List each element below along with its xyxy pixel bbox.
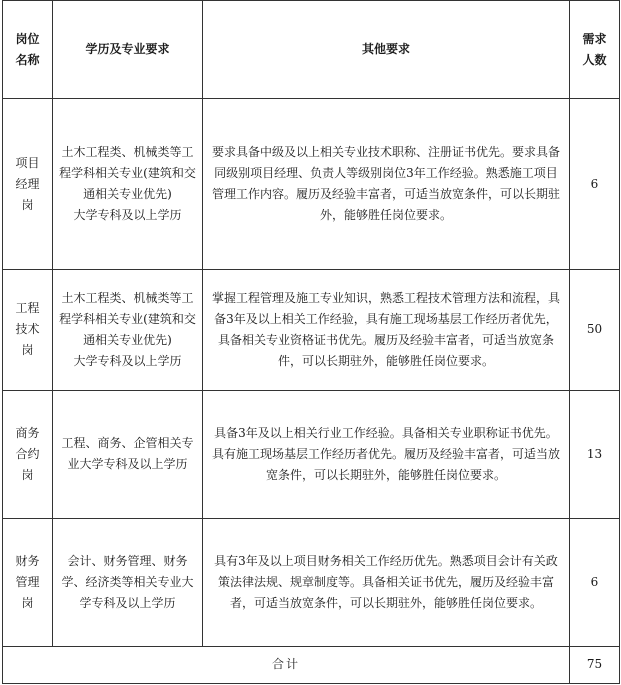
row-education: 会计、财务管理、财务学、经济类等相关专业大学专科及以上学历: [53, 519, 203, 647]
header-other: 其他要求: [203, 1, 570, 99]
total-count: 75: [570, 646, 620, 683]
total-row: [3, 646, 620, 683]
header-count: 需求人数: [570, 1, 620, 99]
table-row: [3, 519, 620, 647]
row-education: 土木工程类、机械类等工程学科相关专业(建筑和交通相关专业优先) 大学专科及以上学历: [53, 99, 203, 270]
row-education: 工程、商务、企管相关专业大学专科及以上学历: [53, 390, 203, 519]
header-row: [3, 1, 620, 99]
row-position: 商务合约岗: [3, 390, 53, 519]
row-count: 6: [570, 519, 620, 647]
row-count: 6: [570, 99, 620, 270]
row-position: 工程技术岗: [3, 270, 53, 391]
row-other: 具备3年及以上相关行业工作经验。具备相关专业职称证书优先。具有施工现场基层工作经历者优先。履历及经验丰富者，可适当放宽条件，可以长期驻外，能够胜任岗位要求。: [203, 390, 570, 519]
row-other: 要求具备中级及以上相关专业技术职称、注册证书优先。要求具备同级别项目经理、负责人等级别岗位3年工作经验。熟悉施工项目管理工作内容。履历及经验丰富者，可适当放宽条件，可以长期驻外，能够胜任岗位要求。: [203, 99, 570, 270]
total-label: 合计: [3, 646, 570, 683]
row-education: 土木工程类、机械类等工程学科相关专业(建筑和交通相关专业优先) 大学专科及以上学历: [53, 270, 203, 391]
row-other: 具有3年及以上项目财务相关工作经历优先。熟悉项目会计有关政策法律法规、规章制度等。具备相关证书优先，履历及经验丰富者，可适当放宽条件，可以长期驻外，能够胜任岗位要求。: [203, 519, 570, 647]
table-row: [3, 390, 620, 519]
row-other: 掌握工程管理及施工专业知识，熟悉工程技术管理方法和流程，具备3年及以上相关工作经验，具有施工现场基层工作经历者优先，具备相关专业资格证书优先。履历及经验丰富者，可适当放宽条件，可以长期驻外，能够胜任岗位要求。: [203, 270, 570, 391]
row-count: 50: [570, 270, 620, 391]
row-count: 13: [570, 390, 620, 519]
table-row: [3, 99, 620, 270]
row-position: 财务管理岗: [3, 519, 53, 647]
row-position: 项目经理岗: [3, 99, 53, 270]
header-education: 学历及专业要求: [53, 1, 203, 99]
recruitment-table: [2, 0, 620, 684]
table-row: [3, 270, 620, 391]
header-position: 岗位名称: [3, 1, 53, 99]
